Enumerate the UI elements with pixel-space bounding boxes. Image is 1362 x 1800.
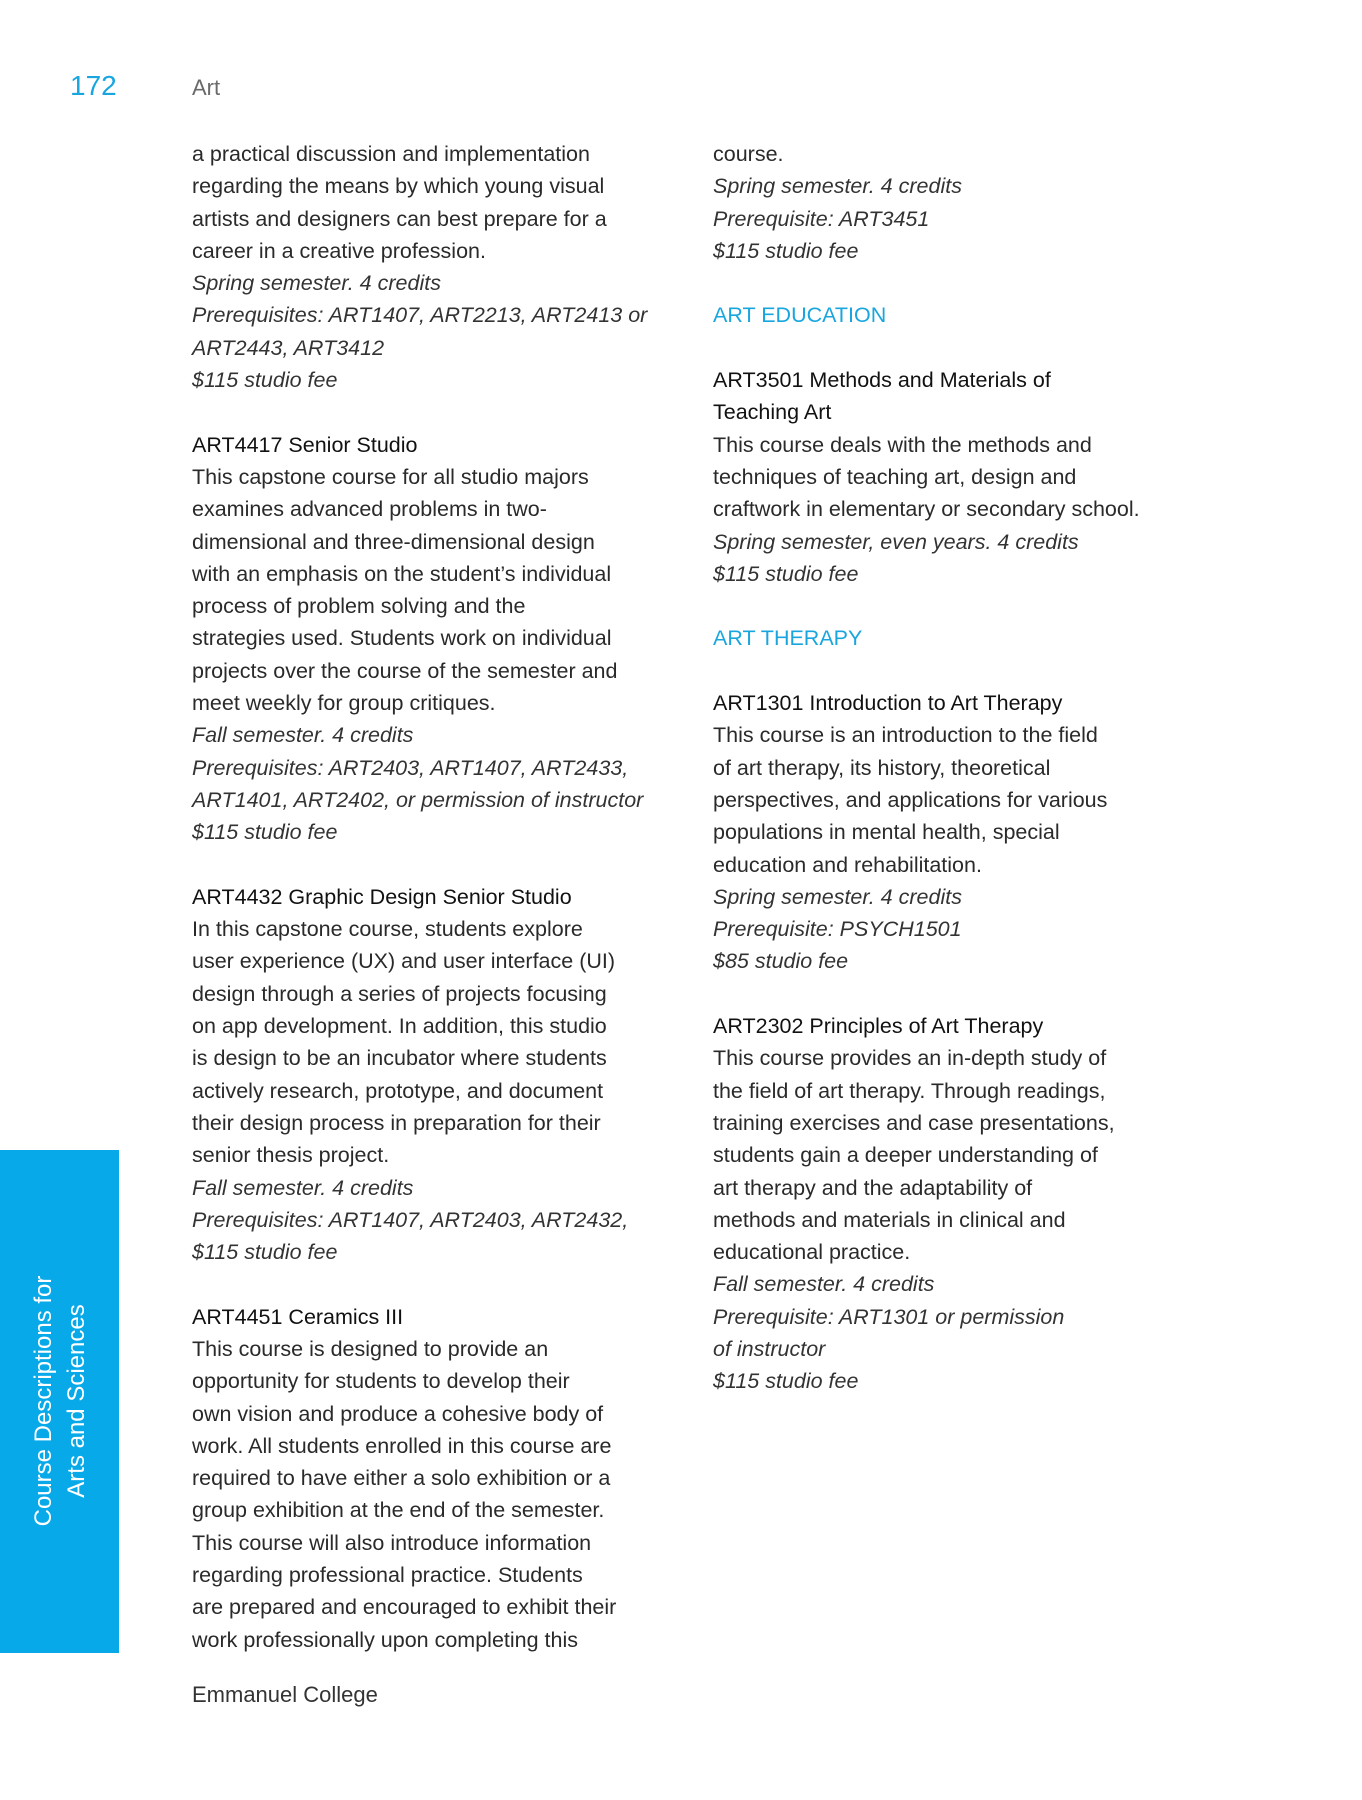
course-meta-line: Fall semester. 4 credits [192, 1175, 414, 1200]
body-text-line: regarding the means by which young visual [192, 174, 605, 199]
body-text-line: a practical discussion and implementation [192, 142, 590, 166]
body-text-line: opportunity for students to develop their [192, 1369, 570, 1394]
body-text-line: actively research, prototype, and document [192, 1078, 604, 1103]
body-text-line: group exhibition at the end of the semester. [192, 1498, 605, 1523]
course-heading: ART4432 Graphic Design Senior Studio [192, 884, 572, 909]
page-number: 172 [70, 70, 117, 101]
body-text-line: perspectives, and applications for various [713, 787, 1108, 812]
course-meta-line: $85 studio fee [713, 949, 849, 974]
course-meta-line: Spring semester. 4 credits [713, 884, 962, 909]
course-meta-line: $115 studio fee [713, 238, 859, 263]
spacer [713, 267, 1233, 299]
body-text-line: own vision and produce a cohesive body of [192, 1401, 604, 1426]
course-meta-line: Prerequisite: ART1301 or permission [713, 1304, 1065, 1329]
section-heading: ART EDUCATION [713, 303, 887, 328]
course-heading: ART4451 Ceramics III [192, 1304, 404, 1329]
body-text-line: educational practice. [713, 1240, 911, 1265]
course-meta-line: Fall semester. 4 credits [192, 723, 414, 748]
spacer [713, 332, 1233, 364]
body-text-line: career in a creative profession. [192, 238, 486, 263]
course-meta-line: Prerequisite: PSYCH1501 [713, 917, 962, 942]
body-text-line: of art therapy, its history, theoretical [713, 755, 1051, 780]
section-side-tab [0, 1150, 119, 1653]
body-text-line: This course will also introduce information [192, 1530, 592, 1555]
course-meta-line: Prerequisites: ART1407, ART2213, ART2413 or [192, 303, 648, 328]
body-text-line: techniques of teaching art, design and [713, 464, 1077, 489]
body-text-line: examines advanced problems in two- [192, 497, 547, 522]
course-meta-line: of instructor [713, 1336, 826, 1361]
course-meta-line: Fall semester. 4 credits [713, 1272, 935, 1297]
body-text-line: dimensional and three-dimensional design [192, 529, 595, 554]
course-heading: Teaching Art [713, 400, 832, 425]
body-text-line: is design to be an incubator where students [192, 1046, 607, 1071]
body-text-line: In this capstone course, students explore [192, 917, 583, 942]
course-meta-line: $115 studio fee [192, 820, 338, 845]
course-meta-line: Spring semester. 4 credits [192, 271, 441, 296]
side-tab-line-1: Course Descriptions for [30, 1275, 57, 1527]
spacer [192, 1268, 712, 1300]
spacer [192, 396, 712, 428]
body-text-line: This course is designed to provide an [192, 1336, 549, 1361]
body-text-line: students gain a deeper understanding of [713, 1143, 1098, 1168]
course-meta-line: Spring semester, even years. 4 credits [713, 529, 1079, 554]
section-heading: ART THERAPY [713, 626, 863, 651]
spacer [713, 978, 1233, 1010]
running-title: Art [192, 75, 221, 100]
course-meta-line: $115 studio fee [192, 368, 338, 393]
body-text-line: projects over the course of the semester and [192, 658, 618, 683]
body-text-line: education and rehabilitation. [713, 852, 982, 877]
course-meta-line: $115 studio fee [192, 1240, 338, 1265]
course-meta-line: $115 studio fee [713, 561, 859, 586]
body-text-line: user experience (UX) and user interface (UI) [192, 949, 616, 974]
body-text-line: methods and materials in clinical and [713, 1207, 1066, 1232]
body-text-line: are prepared and encouraged to exhibit their [192, 1595, 617, 1620]
course-meta-line: Prerequisites: ART1407, ART2403, ART2432, [192, 1207, 629, 1232]
body-text-line: work. All students enrolled in this course are [192, 1433, 612, 1458]
body-text-line: with an emphasis on the student’s individual [192, 561, 612, 586]
course-heading: ART3501 Methods and Materials of [713, 368, 1051, 393]
body-text-line: work professionally upon completing this [192, 1627, 579, 1652]
course-heading: ART2302 Principles of Art Therapy [713, 1014, 1044, 1039]
body-text-line: populations in mental health, special [713, 820, 1060, 845]
spacer [713, 590, 1233, 622]
footer-publisher: Emmanuel College [192, 1682, 378, 1707]
body-text-line: This course provides an in-depth study of [713, 1046, 1107, 1071]
spacer [192, 849, 712, 881]
body-text-line: senior thesis project. [192, 1143, 390, 1168]
course-meta-line: ART2443, ART3412 [192, 335, 385, 360]
spacer [713, 655, 1233, 687]
side-tab-label [27, 1276, 93, 1527]
course-meta-line: Spring semester. 4 credits [713, 174, 962, 199]
left-column [192, 138, 712, 1656]
body-text-line: on app development. In addition, this studio [192, 1014, 607, 1039]
body-text-line: training exercises and case presentations, [713, 1110, 1115, 1135]
body-text-line: their design process in preparation for their [192, 1110, 601, 1135]
course-meta-line: Prerequisite: ART3451 [713, 206, 930, 231]
course-meta-line: ART1401, ART2402, or permission of instructor [192, 787, 644, 812]
body-text-line: This course deals with the methods and [713, 432, 1092, 457]
course-meta-line: $115 studio fee [713, 1369, 859, 1394]
body-text-line: artists and designers can best prepare for a [192, 206, 607, 231]
body-text-line: This course is an introduction to the field [713, 723, 1098, 748]
body-text-line: art therapy and the adaptability of [713, 1175, 1033, 1200]
body-text-line: strategies used. Students work on individual [192, 626, 612, 651]
body-text-line: regarding professional practice. Students [192, 1563, 583, 1588]
course-heading: ART4417 Senior Studio [192, 432, 418, 457]
side-tab-line-2: Arts and Sciences [63, 1304, 90, 1498]
body-text-line: meet weekly for group critiques. [192, 691, 496, 716]
body-text-line: course. [713, 142, 784, 166]
body-text-line: This capstone course for all studio majors [192, 464, 589, 489]
body-text-line: process of problem solving and the [192, 594, 526, 619]
course-heading: ART1301 Introduction to Art Therapy [713, 691, 1063, 716]
body-text-line: craftwork in elementary or secondary school. [713, 497, 1140, 522]
body-text-line: required to have either a solo exhibition or a [192, 1466, 611, 1491]
body-text-line: design through a series of projects focusing [192, 981, 607, 1006]
course-meta-line: Prerequisites: ART2403, ART1407, ART2433, [192, 755, 629, 780]
right-column [713, 138, 1233, 1398]
body-text-line: the field of art therapy. Through readings, [713, 1078, 1106, 1103]
